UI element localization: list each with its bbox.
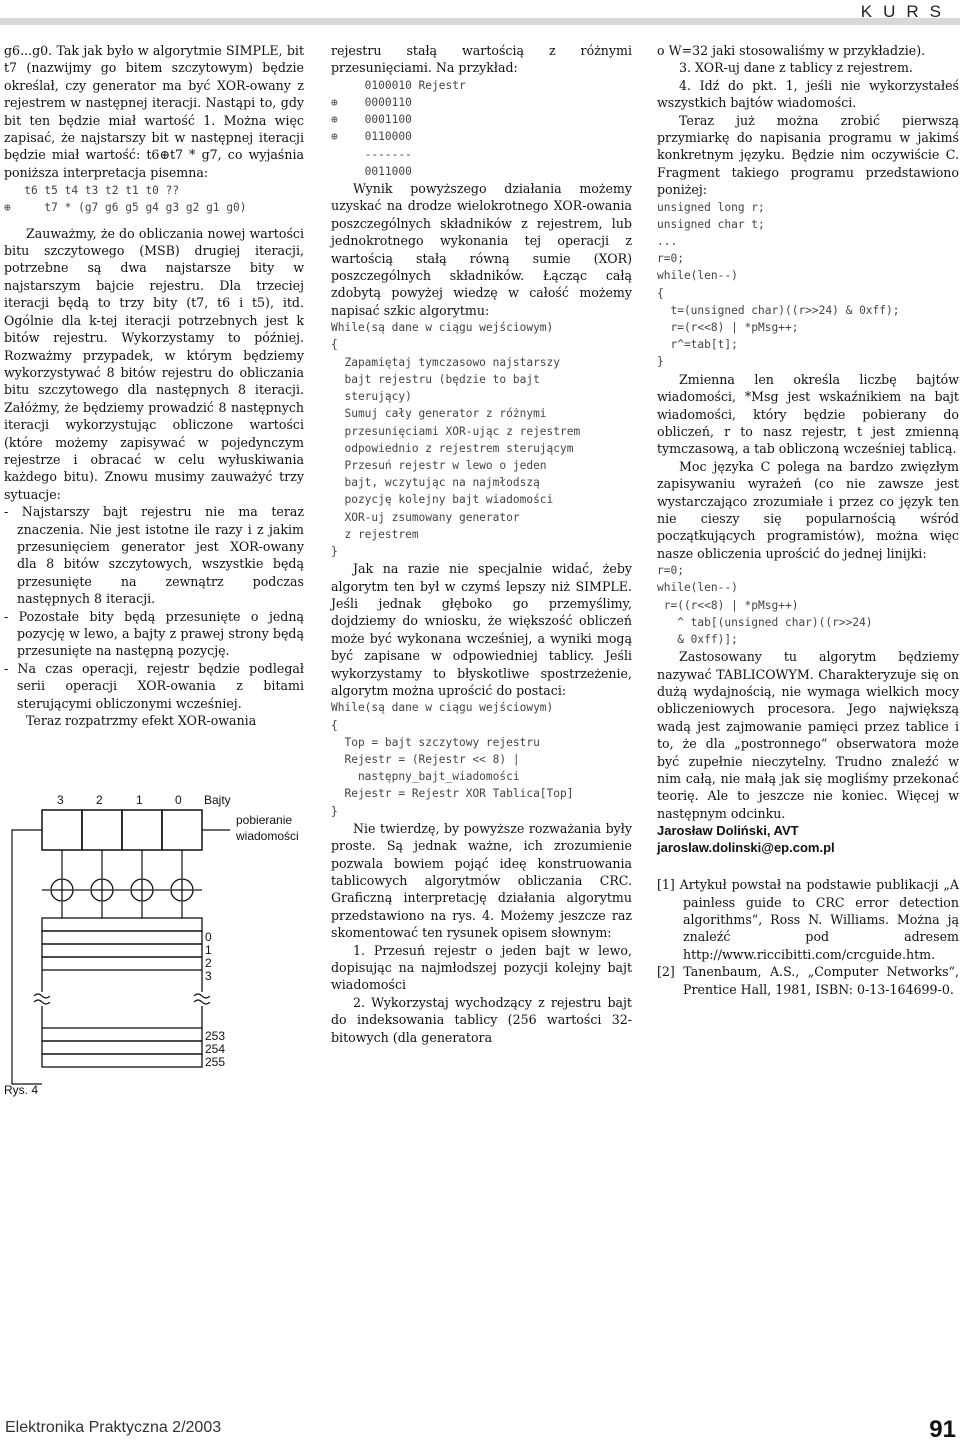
paragraph: 4. Idź do pkt. 1, jeśli nie wykorzystałeś wszystkich bajtów wiadomości. — [657, 77, 959, 111]
table-row-label: 253 — [205, 1029, 226, 1043]
table-row-label: 255 — [205, 1055, 226, 1069]
table-row-label: 2 — [205, 956, 212, 970]
author-name: Jarosław Doliński, AVT — [657, 823, 799, 839]
table-row-label: 1 — [205, 943, 212, 957]
byte-col-label: 1 — [136, 793, 143, 807]
figure-caption: Rys. 4 — [4, 1083, 39, 1097]
paragraph: 2. Wykorzystaj wychodzący z rejestru bajt do indeksowania tablicy (256 wartości 32-bitowych (dla generatora — [331, 994, 632, 1045]
paragraph: Jak na razie nie specjalnie widać, żeby algorytm ten był w czymś lepszy niż SIMPLE. Jeśli jednak głęboko go przemyślimy, dojdziemy do wniosku, że większość obliczeń może być wykonana wcześniej, a wyniki mogą być zapisane w odpowiedniej tablicy. Jeśli wykorzystamy to błyskotliwe spostrzeżenie, algorytm można uprościć do postaci: — [331, 561, 632, 698]
register-boxes — [42, 810, 202, 850]
paragraph: Zastosowany tu algorytm będziemy nazywać TABLICOWYM. Charakteryzuje się on dużą wydajnością, nie wymaga wielkich mocy obliczeniowych procesora. Jego największą wadą jest zajmowanie pamięci przez tablice i to, że dla „postronnego“ obserwatora może być zupełnie nieczytelny. Trudno znaleźć w nim całą, nie małą jak się mogliśmy przekonać teorię. Ale to jeszcze nie koniec. Więcej w następnym odcinku. — [657, 649, 959, 821]
bytes-label: Bajty — [204, 793, 231, 807]
paragraph: Teraz rozpatrzmy efekt XOR-owania — [26, 713, 257, 729]
break-mark — [34, 994, 210, 1004]
paragraph: Zauważmy, że do obliczania nowej wartości bitu szczytowego (MSB) drugiej iteracji, potrzebne są dwa najstarsze bity w najstarszym bajcie rejestru. Dla trzeciej iteracji będą to trzy bity (t7, t6 i t5), itd. Ogólnie dla k-tej iteracji potrzebnych jest k bitów rejestru. Wykorzystamy to później. Rozważmy przypadek, w którym będziemy wykorzystywać 8 bitów rejestru do obliczania bitu szczytowego dla następnych 8 iteracji. Załóżmy, że będziemy prowadzić 8 następnych iteracji wykorzystując obliczone wartości (które możemy zapisywać w pojedynczym rejestrze i obracać w celu wyłuskiwania każdego bitu). Znowu musimy zauważyć trzy sytuacje: — [4, 225, 304, 502]
figure-rys-4 — [0, 788, 305, 1098]
paragraph: Zmienna len określa liczbę bajtów wiadomości, *Msg jest wskaźnikiem na bajt wiadomości, który będzie pobierany do obliczeń, r to nasz rejestr, t jest zmienną tymczasową, a tab obliczoną wcześniej tablicą. — [657, 371, 959, 457]
column-1 — [4, 42, 304, 729]
fetch-label: wiadomości — [236, 829, 299, 843]
column-2 — [331, 42, 632, 1046]
section-label: KURS — [860, 2, 952, 21]
byte-col-label: 0 — [175, 793, 182, 807]
paragraph: 3. XOR-uj dane z tablicy z rejestrem. — [679, 60, 913, 76]
paragraph: 1. Przesuń rejestr o jeden bajt w lewo, dopisując na najmłodszej pozycji kolejny bajt wiadomości — [331, 942, 632, 993]
author-email[interactable]: jaroslaw.dolinski@ep.com.pl — [657, 840, 835, 856]
table-row-label: 254 — [205, 1042, 226, 1056]
code-block: While(są dane w ciągu wejściowym) { Top = bajt szczytowy rejestru Rejestr = (Rejestr << 8) | następny_bajt_wiadomości Rejestr = Rejestr XOR Tablica[Top] } — [331, 701, 574, 818]
table-row-label: 3 — [205, 969, 212, 983]
fetch-label: pobieranie — [236, 813, 293, 827]
code-block: r=0; while(len--) r=((r<<8) | *pMsg++) ^ tab[(unsigned char)((r>>24) & 0xff)]; — [657, 564, 873, 646]
reference: [2] Tanenbaum, A.S., „Computer Networks“, Prentice Hall, 1981, ISBN: 0-13-164699-0. — [657, 964, 959, 997]
byte-col-label: 3 — [57, 793, 64, 807]
paragraph: Nie twierdzę, by powyższe rozważania były proste. Są jednak ważne, ich zrozumienie pozwala bowiem pojąć ideę konstruowania tablicowych algorytmów obliczania CRC. Graficzną interpretację działania algorytmu przedstawiono na rys. 4. Możemy jeszcze raz skomentować ten rysunek opisem słownym: — [331, 820, 632, 941]
paragraph: g6...g0. Tak jak było w algorytmie SIMPLE, bit t7 (nazwijmy go bitem szczytowym) będzie określał, czy generator ma być XOR-owany z rejestrem w następnej iteracji. Nastąpi to, gdy bit ten będzie miał wartość 1. Można więc zapisać, że najstarszy bit w następnej iteracji będzie miał wartość: t6⊕t7 * g7, co wyjaśnia poniższa interpretacja pisemna: — [4, 43, 304, 180]
paragraph: Wynik powyższego działania możemy uzyskać na drodze wielokrotnego XOR-owania poszczególnych składników z rejestrem, lub jednokrotnego wykonania tej operacji z wartością stałą równą sumie (XOR) poszczególnych składników. Łącząc całą zdobytą powyżej wiedzę w całość możemy napisać szkic algorytmu: — [331, 181, 632, 318]
list-item: - Na czas operacji, rejestr będzie podlegał serii operacji XOR-owania z bitami sterującymi obliczonymi wcześniej. — [4, 660, 304, 711]
lookup-table — [42, 918, 202, 1067]
paragraph: Teraz już można zrobić pierwszą przymiarkę do napisania programu w jakimś konkretnym języku. Będzie nim oczywiście C. Fragment takiego programu przedstawiono poniżej: — [657, 112, 959, 198]
footer-magazine: Elektronika Praktyczna 2/2003 — [5, 1419, 222, 1436]
list-item: - Najstarszy bajt rejestru nie ma teraz znaczenia. Nie jest istotne ile razy i z jakim przesunięciem generator jest XOR-owany dla 8 bitów szczytowych, wszystkie będą przesunięte na zewnątrz podczas następnych 8 iteracji. — [4, 504, 304, 607]
reference: [1] Artykuł powstał na podstawie publikacji „A painless guide to CRC error detection algorithms“, Ross N. Williams. Można ją znaleźć pod adresem http://www.riccibitti.com/crcguide.htm. — [657, 877, 959, 962]
paragraph: rejestru stałą wartością z różnymi przesunięciami. Na przykład: — [331, 43, 632, 76]
table-row-label: 0 — [205, 930, 212, 944]
byte-col-label: 2 — [96, 793, 103, 807]
header-band — [0, 18, 960, 25]
code-block: unsigned long r; unsigned char t; ... r=0; while(len--) { t=(unsigned char)((r>>24) & 0xff); r=(r<<8) | *pMsg++; r^=tab[t]; } — [657, 200, 900, 369]
code-block: While(są dane w ciągu wejściowym) { Zapamiętaj tymczasowo najstarszy bajt rejestru (będzie to bajt sterujący) Sumuj cały generator z różnymi przesunięciami XOR-ując z rejestrem odpowiednio z rejestrem sterującym Przesuń rejestr w lewo o jeden bajt, wczytując na najmłodszą pozycję kolejny bajt wiadomości XOR-uj zsumowany generator z rejestrem } — [331, 321, 581, 558]
column-3 — [657, 42, 959, 998]
code-block: 0100010 Rejestr ⊕ 0000110 ⊕ 0001100 ⊕ 0110000 ------- 0011000 — [331, 78, 466, 178]
paragraph: Moc języka C polega na bardzo zwięzłym zapisywaniu wyrażeń (co nie zawsze jest wystarczająco zrozumiałe i przez co język ten nie cieszy się popularnością wśród początkujących programistów), można więc nasze obliczenia uprościć do jednej linijki: — [657, 458, 959, 561]
page-number: 91 — [929, 1416, 956, 1443]
list-item: - Pozostałe bity będą przesunięte o jedną pozycję w lewo, a bajty z prawej strony będą przesunięte na następną pozycję. — [4, 608, 304, 659]
code-block: t6 t5 t4 t3 t2 t1 t0 ?? ⊕ t7 * (g7 g6 g5 g4 g3 g2 g1 g0) — [4, 184, 247, 215]
paragraph: o W=32 jaki stosowaliśmy w przykładzie). — [657, 43, 926, 58]
